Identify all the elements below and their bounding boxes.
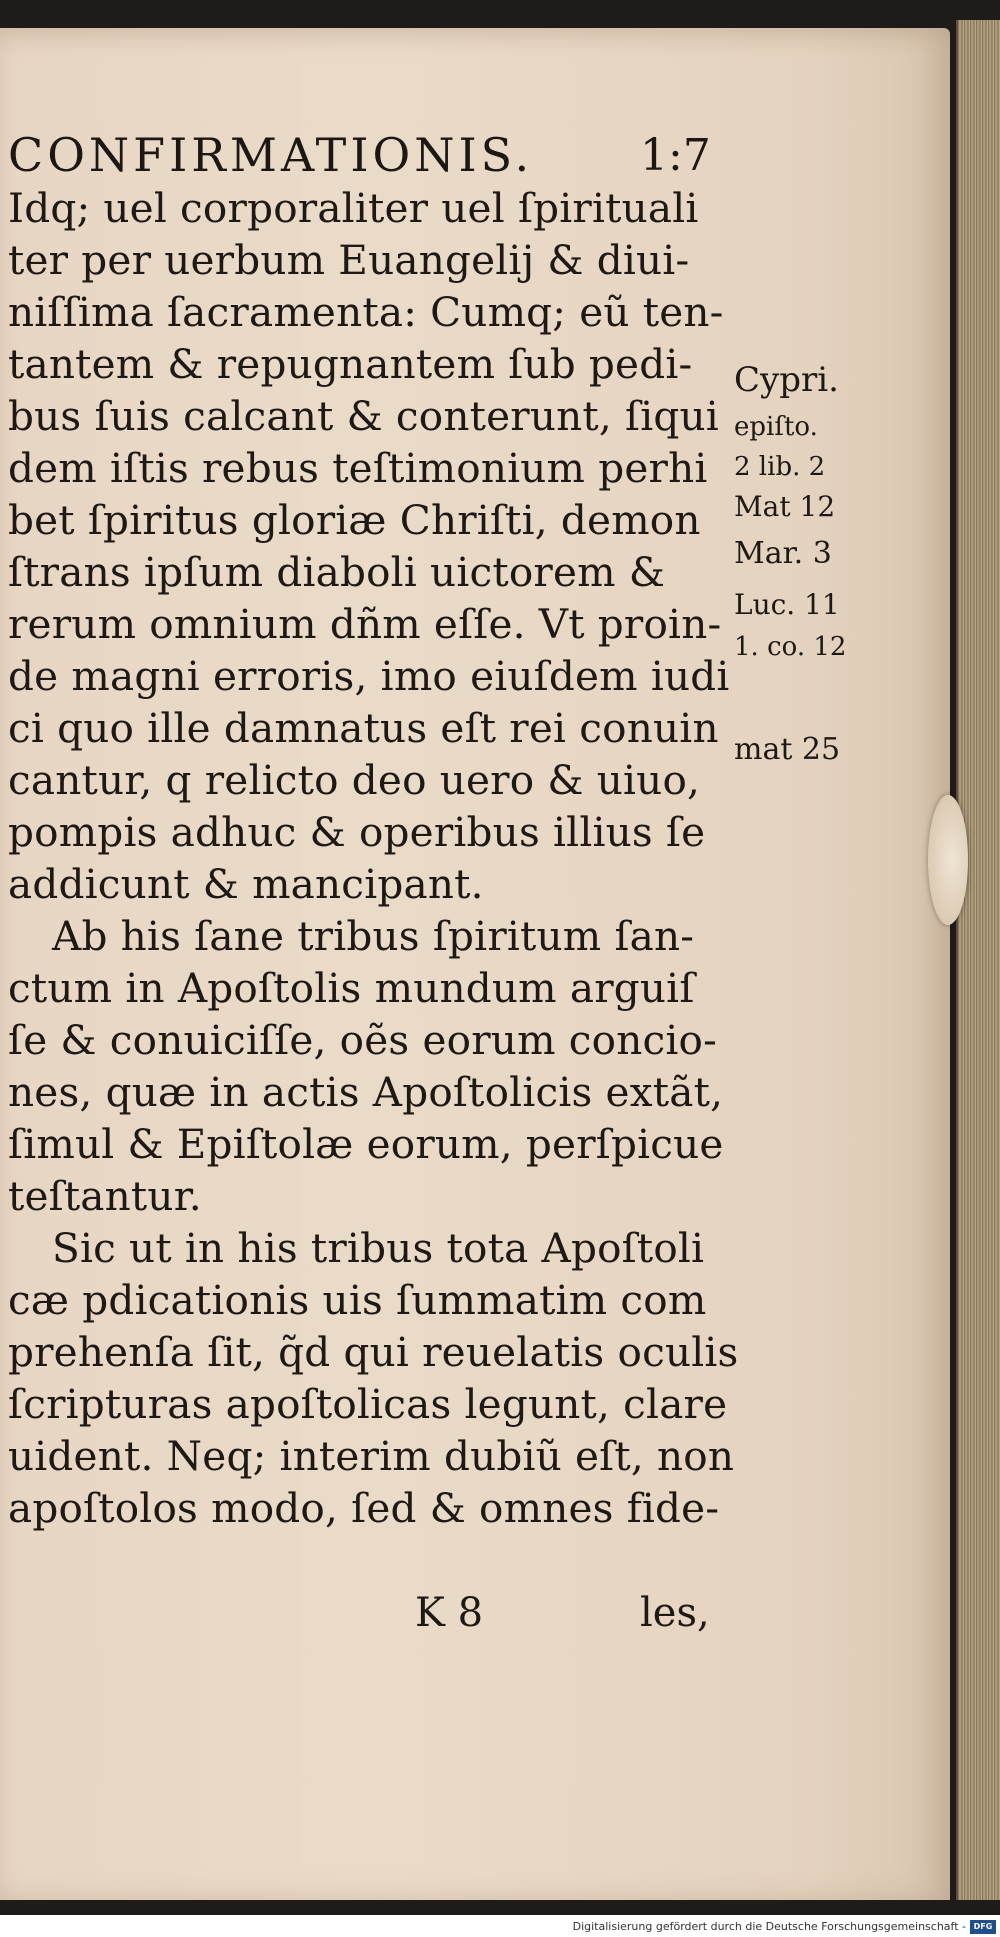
text-line: Sic ut in his tribus tota Apoſtoli — [52, 1224, 705, 1272]
margin-note: mat 25 — [734, 732, 841, 767]
text-line: cantur, q relicto deo uero & uiuo, — [8, 756, 701, 804]
text-line: apoſtolos modo, ſed & omnes fide- — [8, 1484, 720, 1532]
catchword: les, — [640, 1590, 710, 1636]
margin-note: epiſto. — [734, 412, 818, 442]
margin-note: Mar. 3 — [734, 536, 832, 571]
running-header: CONFIRMATIONIS. — [8, 128, 534, 182]
text-line: ci quo ille damnatus eſt rei conuin — [8, 704, 719, 752]
dfg-logo: DFG — [970, 1920, 996, 1934]
margin-note: Luc. 11 — [734, 588, 840, 621]
text-line: dem iſtis rebus teſtimonium perhi — [8, 444, 708, 492]
digitization-credit: Digitalisierung gefördert durch die Deutsche Forschungsgemeinschaft - — [572, 1920, 966, 1933]
text-line: ter per uerbum Euangelij & diui- — [8, 236, 690, 284]
margin-note: Mat 12 — [734, 490, 836, 523]
signature-mark: K 8 — [415, 1590, 484, 1636]
text-line: ſimul & Epiſtolæ eorum, perſpicue — [8, 1120, 724, 1168]
text-line: bus ſuis calcant & conterunt, ſiqui — [8, 392, 719, 440]
text-line: ſe & conuiciſſe, oẽs eorum concio- — [8, 1016, 718, 1064]
text-line: niſſima ſacramenta: Cumq; eũ ten- — [8, 288, 724, 336]
text-line: Ab his ſane tribus ſpiritum ſan- — [52, 912, 695, 960]
text-line: ſtrans ipſum diaboli uictorem & — [8, 548, 666, 596]
margin-note: 2 lib. 2 — [734, 452, 826, 482]
margin-note: 1. co. 12 — [734, 632, 847, 662]
text-line: teſtantur. — [8, 1172, 202, 1220]
text-line: nes, quæ in actis Apoſtolicis extãt, — [8, 1068, 724, 1116]
text-line: ſcripturas apoſtolicas legunt, clare — [8, 1380, 728, 1428]
page-clip-tab — [928, 795, 968, 925]
text-line: uident. Neq; interim dubiũ eſt, non — [8, 1432, 735, 1480]
text-line: tantem & repugnantem ſub pedi- — [8, 340, 693, 388]
text-line: rerum omnium dñm eſſe. Vt proin- — [8, 600, 722, 648]
text-line: cæ pdicationis uis ſummatim com — [8, 1276, 707, 1324]
margin-note: Cypri. — [734, 360, 839, 400]
text-line: Idq; uel corporaliter uel ſpirituali — [8, 184, 699, 232]
text-line: bet ſpiritus gloriæ Chriſti, demon — [8, 496, 701, 544]
folio-number: 1:7 — [640, 130, 711, 181]
footer-bar — [0, 1915, 1000, 1937]
text-line: ctum in Apoſtolis mundum arguiſ — [8, 964, 695, 1012]
book-fore-edge — [956, 20, 1000, 1900]
text-line: addicunt & mancipant. — [8, 860, 484, 908]
text-line: prehenſa ſit, q̃d qui reuelatis oculis — [8, 1328, 739, 1376]
text-line: pompis adhuc & operibus illius ſe — [8, 808, 706, 856]
text-line: de magni erroris, imo eiuſdem iudi — [8, 652, 730, 700]
